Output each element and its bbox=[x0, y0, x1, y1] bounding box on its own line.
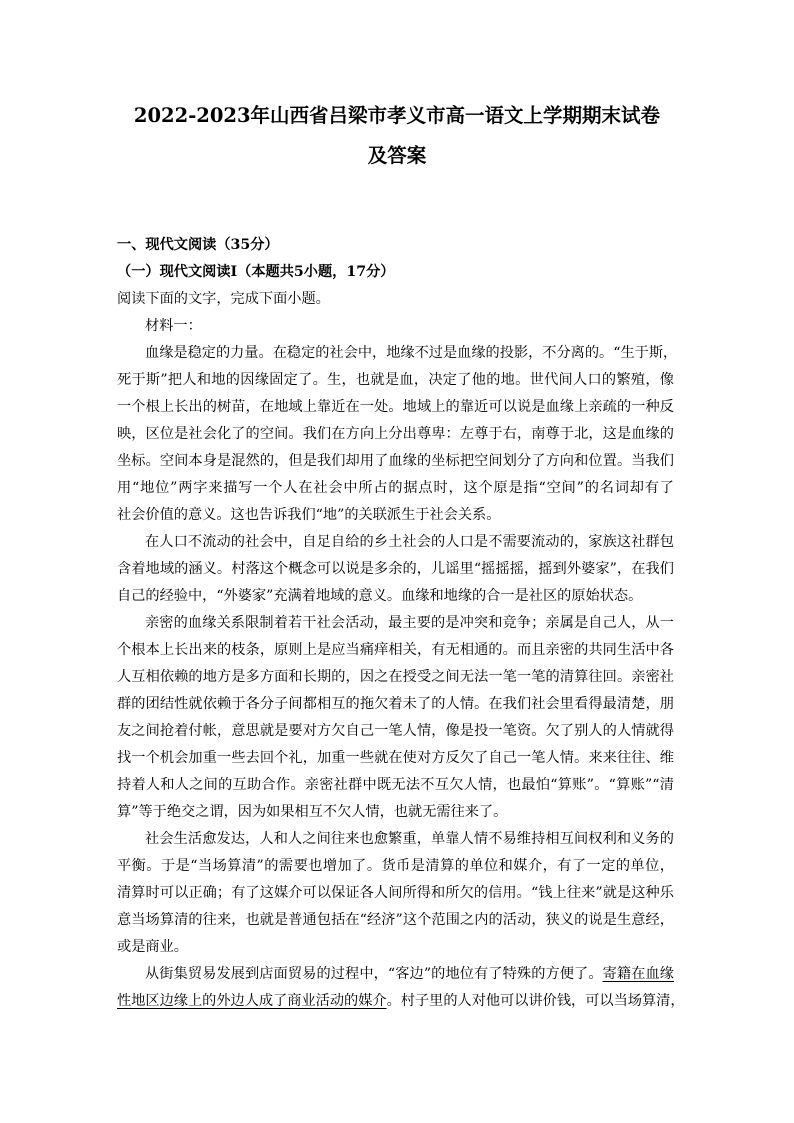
paragraph-line bbox=[117, 934, 674, 961]
text-segment: 在人口不流动的社会中，自足自给的乡土社会的人口是不需要流动的，家族这社群包 bbox=[145, 534, 674, 550]
material-label: 材料一： bbox=[145, 318, 202, 334]
text-segment: 或是商业。 bbox=[117, 939, 188, 955]
text-segment: 死于斯”把人和地的因缘固定了。生，也就是血，决定了他的地。世代间人口的繁殖，像 bbox=[117, 372, 674, 388]
text-segment: 持着人和人之间的互助合作。亲密社群中既无法不互欠人情，也最怕“算账”。“算账”“清 bbox=[117, 777, 674, 793]
paragraph-line bbox=[117, 421, 674, 448]
paragraph-line bbox=[117, 448, 674, 475]
paragraph-line bbox=[117, 880, 674, 907]
text-segment: 从街集贸易发展到店面贸易的过程中，“客边”的地位有了特殊的方便了。 bbox=[145, 966, 603, 982]
text-segment: 友之间抢着付帐，意思就是要对方欠自己一笔人情，像是投一笔资。欠了别人的人情就得 bbox=[117, 723, 674, 739]
text-segment: 血缘是稳定的力量。在稳定的社会中，地缘不过是血缘的投影，不分离的。“生于斯， bbox=[145, 345, 678, 361]
document-body bbox=[117, 232, 685, 1015]
paragraph-line bbox=[117, 394, 674, 421]
text-segment: 意当场算清的往来，也就是普通包括在“经济”这个范围之内的活动，狭义的说是生意经， bbox=[117, 912, 674, 928]
text-segment: 算”等于绝交之谓，因为如果相互不欠人情，也就无需往来了。 bbox=[117, 804, 508, 820]
paragraph-line bbox=[117, 799, 674, 826]
text-segment: 亲密的血缘关系限制着若干社会活动，最主要的是冲突和竞争；亲属是自己人，从一 bbox=[145, 615, 674, 631]
paragraph-line bbox=[117, 583, 674, 610]
text-segment: 找一个机会加重一些去回个礼，加重一些就在使对方反欠了自己一笔人情。来来往往、维 bbox=[117, 750, 674, 766]
passage bbox=[117, 340, 685, 1015]
paragraph-line bbox=[117, 664, 674, 691]
subsection-heading: （一）现代文阅读Ⅰ（本题共5小题，17分） bbox=[117, 264, 395, 280]
paragraph-line bbox=[117, 745, 674, 772]
paragraph-line bbox=[117, 772, 674, 799]
text-segment: 一个根上长出的树苗，在地域上靠近在一处。地域上的靠近可以说是血缘上亲疏的一种反 bbox=[117, 399, 674, 415]
text-segment: 平衡。于是“当场算清”的需要也增加了。货币是清算的单位和媒介，有了一定的单位， bbox=[117, 858, 674, 874]
text-segment: 人互相依赖的地方是多方面和长期的，因之在授受之间无法一笔一笔的清算往回。亲密社 bbox=[117, 669, 674, 685]
text-segment: 群的团结性就依赖于各分子间都相互的拖欠着未了的人情。在我们社会里看得最清楚，朋 bbox=[117, 696, 674, 712]
paragraph-line bbox=[117, 610, 674, 637]
paragraph bbox=[117, 961, 685, 1015]
instruction-text: 阅读下面的文字，完成下面小题。 bbox=[117, 291, 330, 307]
document-title-line-2: 及答案 bbox=[367, 144, 427, 167]
paragraph-line bbox=[117, 637, 674, 664]
paragraph-line bbox=[117, 907, 674, 934]
text-segment: 自己的经验中，“外婆家”充满着地域的意义。血缘和地缘的合一是社区的原始状态。 bbox=[117, 588, 643, 604]
text-segment: 坐标。空间本身是混然的，但是我们却用了血缘的坐标把空间划分了方向和位置。当我们 bbox=[117, 453, 674, 469]
paragraph-line bbox=[117, 556, 674, 583]
paragraph bbox=[117, 529, 674, 610]
text-segment: 个根本上长出来的枝条，原则上是应当痛痒相关，有无相通的。而且亲密的共同生活中各 bbox=[117, 642, 674, 658]
paragraph-line bbox=[117, 853, 674, 880]
paragraph-line bbox=[117, 367, 674, 394]
underlined-text: 寄籍在血缘 bbox=[602, 966, 674, 982]
paragraph-line bbox=[117, 475, 674, 502]
paragraph-line bbox=[117, 502, 674, 529]
paragraph-line bbox=[117, 826, 674, 853]
text-segment: 含着地域的涵义。村落这个概念可以说是多余的，儿谣里“摇摇摇，摇到外婆家”，在我们 bbox=[117, 561, 674, 577]
text-segment: 映，区位是社会化了的空间。我们在方向上分出尊卑：左尊于右，南尊于北，这是血缘的 bbox=[117, 426, 674, 442]
paragraph-line bbox=[117, 988, 685, 1015]
text-segment: 社会价值的意义。这也告诉我们“地”的关联派生于社会关系。 bbox=[117, 507, 501, 523]
paragraph bbox=[117, 610, 674, 826]
text-segment: 。村子里的人对他可以讲价钱，可以当场算清， bbox=[386, 993, 685, 1009]
paragraph bbox=[117, 826, 674, 961]
paragraph bbox=[117, 340, 678, 529]
paragraph-line bbox=[117, 691, 674, 718]
paragraph-line bbox=[117, 529, 674, 556]
paragraph-line bbox=[117, 340, 678, 367]
underlined-text: 性地区边缘上的外边人成了商业活动的媒介 bbox=[117, 993, 387, 1009]
document-title-line-1: 2022-2023年山西省吕梁市孝义市高一语文上学期期末试卷 bbox=[133, 104, 661, 127]
text-segment: 清算时可以正确；有了这媒介可以保证各人间所得和所欠的信用。“钱上往来”就是这种乐 bbox=[117, 885, 674, 901]
text-segment: 用“地位”两字来描写一个人在社会中所占的据点时，这个原是指“空间”的名词却有了 bbox=[117, 480, 674, 496]
paragraph-line bbox=[117, 718, 674, 745]
text-segment: 社会生活愈发达，人和人之间往来也愈繁重，单靠人情不易维持相互间权利和义务的 bbox=[145, 831, 674, 847]
paragraph-line bbox=[117, 961, 674, 988]
section-heading: 一、现代文阅读（35分） bbox=[117, 237, 279, 253]
